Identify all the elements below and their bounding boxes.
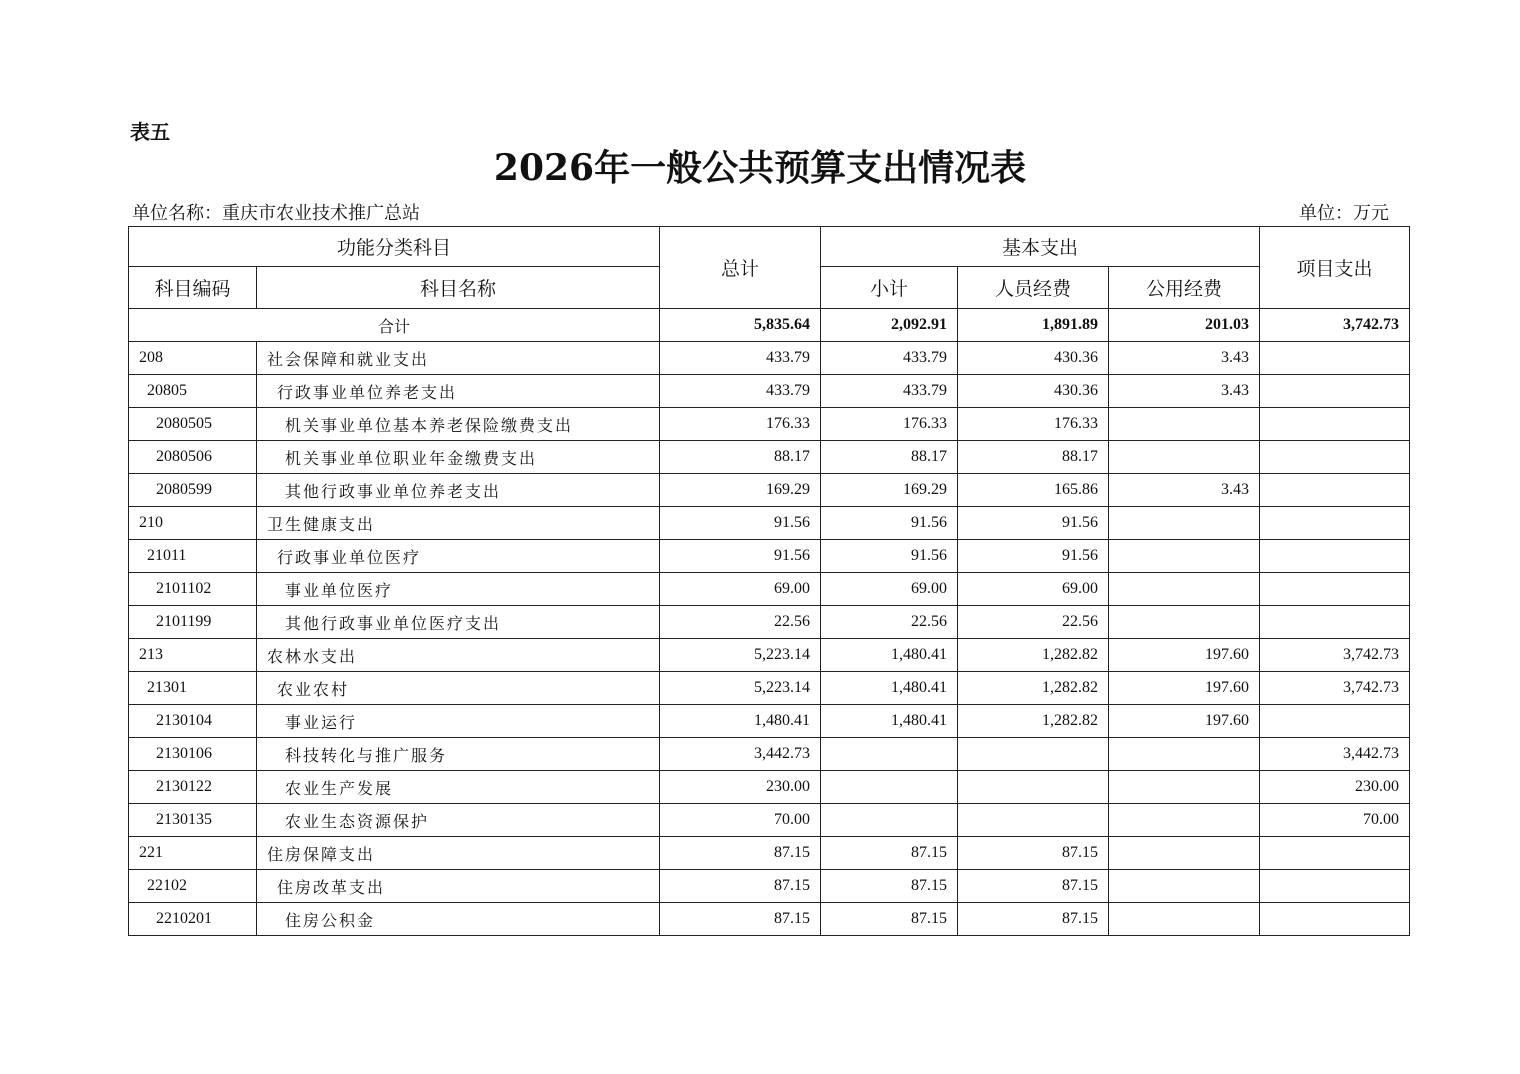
cell-code: 2080599 xyxy=(129,474,257,507)
cell-name: 农业生产发展 xyxy=(257,771,660,804)
cell-project: 3,442.73 xyxy=(1260,738,1410,771)
total-label: 合计 xyxy=(129,309,660,342)
cell-project: 3,742.73 xyxy=(1260,672,1410,705)
cell-personnel: 91.56 xyxy=(958,507,1109,540)
table-row xyxy=(129,573,1410,606)
cell-name: 行政事业单位医疗 xyxy=(257,540,660,573)
cell-name: 农业农村 xyxy=(257,672,660,705)
cell-total: 87.15 xyxy=(660,837,821,870)
cell-code: 2130104 xyxy=(129,705,257,738)
cell-code: 21301 xyxy=(129,672,257,705)
total-total: 5,835.64 xyxy=(660,309,821,342)
cell-personnel: 69.00 xyxy=(958,573,1109,606)
cell-public: 197.60 xyxy=(1109,672,1260,705)
cell-personnel: 165.86 xyxy=(958,474,1109,507)
table-row xyxy=(129,837,1410,870)
cell-subtotal: 91.56 xyxy=(821,540,958,573)
cell-project xyxy=(1260,903,1410,936)
table-row xyxy=(129,606,1410,639)
table-row xyxy=(129,771,1410,804)
cell-name: 事业单位医疗 xyxy=(257,573,660,606)
cell-project: 70.00 xyxy=(1260,804,1410,837)
cell-code: 2101199 xyxy=(129,606,257,639)
cell-public xyxy=(1109,606,1260,639)
cell-personnel: 22.56 xyxy=(958,606,1109,639)
cell-total: 70.00 xyxy=(660,804,821,837)
cell-total: 87.15 xyxy=(660,870,821,903)
header-personnel: 人员经费 xyxy=(958,267,1109,309)
cell-code: 2130122 xyxy=(129,771,257,804)
cell-total: 5,223.14 xyxy=(660,639,821,672)
cell-public: 3.43 xyxy=(1109,474,1260,507)
cell-name: 其他行政事业单位养老支出 xyxy=(257,474,660,507)
cell-total: 1,480.41 xyxy=(660,705,821,738)
cell-subtotal: 1,480.41 xyxy=(821,639,958,672)
header-basic: 基本支出 xyxy=(821,227,1260,267)
cell-public: 197.60 xyxy=(1109,705,1260,738)
cell-total: 88.17 xyxy=(660,441,821,474)
cell-code: 2130135 xyxy=(129,804,257,837)
table-row xyxy=(129,474,1410,507)
cell-personnel: 87.15 xyxy=(958,837,1109,870)
cell-project xyxy=(1260,606,1410,639)
cell-project xyxy=(1260,408,1410,441)
cell-project xyxy=(1260,870,1410,903)
cell-project xyxy=(1260,375,1410,408)
cell-name: 农林水支出 xyxy=(257,639,660,672)
cell-subtotal: 169.29 xyxy=(821,474,958,507)
cell-public xyxy=(1109,507,1260,540)
cell-code: 2210201 xyxy=(129,903,257,936)
cell-personnel: 87.15 xyxy=(958,870,1109,903)
cell-subtotal: 176.33 xyxy=(821,408,958,441)
cell-personnel: 430.36 xyxy=(958,375,1109,408)
total-personnel: 1,891.89 xyxy=(958,309,1109,342)
cell-total: 169.29 xyxy=(660,474,821,507)
cell-subtotal: 1,480.41 xyxy=(821,672,958,705)
budget-table xyxy=(128,226,1410,936)
cell-subtotal: 69.00 xyxy=(821,573,958,606)
cell-public xyxy=(1109,804,1260,837)
cell-personnel xyxy=(958,771,1109,804)
total-public: 201.03 xyxy=(1109,309,1260,342)
cell-project xyxy=(1260,573,1410,606)
cell-total: 433.79 xyxy=(660,375,821,408)
cell-personnel: 91.56 xyxy=(958,540,1109,573)
table-row xyxy=(129,540,1410,573)
table-row xyxy=(129,342,1410,375)
cell-personnel xyxy=(958,738,1109,771)
cell-subtotal: 22.56 xyxy=(821,606,958,639)
cell-total: 87.15 xyxy=(660,903,821,936)
cell-subtotal: 433.79 xyxy=(821,375,958,408)
cell-subtotal: 88.17 xyxy=(821,441,958,474)
header-project: 项目支出 xyxy=(1260,227,1410,309)
cell-subtotal: 87.15 xyxy=(821,903,958,936)
cell-name: 农业生态资源保护 xyxy=(257,804,660,837)
cell-name: 社会保障和就业支出 xyxy=(257,342,660,375)
unit-name: 单位名称：重庆市农业技术推广总站 xyxy=(132,203,420,224)
cell-personnel xyxy=(958,804,1109,837)
cell-public xyxy=(1109,540,1260,573)
table-row xyxy=(129,639,1410,672)
cell-code: 2101102 xyxy=(129,573,257,606)
cell-name: 事业运行 xyxy=(257,705,660,738)
header-subtotal: 小计 xyxy=(821,267,958,309)
cell-name: 其他行政事业单位医疗支出 xyxy=(257,606,660,639)
cell-public: 197.60 xyxy=(1109,639,1260,672)
cell-personnel: 87.15 xyxy=(958,903,1109,936)
table-row xyxy=(129,672,1410,705)
cell-public xyxy=(1109,837,1260,870)
cell-code: 210 xyxy=(129,507,257,540)
table-row xyxy=(129,738,1410,771)
table-row xyxy=(129,375,1410,408)
total-subtotal: 2,092.91 xyxy=(821,309,958,342)
cell-personnel: 1,282.82 xyxy=(958,672,1109,705)
cell-name: 住房公积金 xyxy=(257,903,660,936)
cell-total: 91.56 xyxy=(660,507,821,540)
cell-public xyxy=(1109,738,1260,771)
cell-code: 208 xyxy=(129,342,257,375)
cell-personnel: 88.17 xyxy=(958,441,1109,474)
unit-label: 单位：万元 xyxy=(1299,203,1389,224)
cell-name: 机关事业单位基本养老保险缴费支出 xyxy=(257,408,660,441)
page-title: 2026年一般公共预算支出情况表 xyxy=(493,147,1027,189)
cell-name: 卫生健康支出 xyxy=(257,507,660,540)
cell-subtotal: 433.79 xyxy=(821,342,958,375)
cell-public: 3.43 xyxy=(1109,342,1260,375)
cell-public xyxy=(1109,870,1260,903)
header-func-class: 功能分类科目 xyxy=(129,227,660,267)
cell-public xyxy=(1109,771,1260,804)
table-row xyxy=(129,441,1410,474)
cell-total: 91.56 xyxy=(660,540,821,573)
table-row xyxy=(129,804,1410,837)
cell-public xyxy=(1109,903,1260,936)
total-row xyxy=(129,309,1410,342)
table-row xyxy=(129,507,1410,540)
cell-personnel: 176.33 xyxy=(958,408,1109,441)
cell-code: 21011 xyxy=(129,540,257,573)
cell-total: 69.00 xyxy=(660,573,821,606)
cell-subtotal: 1,480.41 xyxy=(821,705,958,738)
cell-project: 3,742.73 xyxy=(1260,639,1410,672)
cell-code: 213 xyxy=(129,639,257,672)
header-public: 公用经费 xyxy=(1109,267,1260,309)
cell-public xyxy=(1109,441,1260,474)
cell-code: 20805 xyxy=(129,375,257,408)
table-row xyxy=(129,408,1410,441)
cell-project xyxy=(1260,342,1410,375)
cell-total: 3,442.73 xyxy=(660,738,821,771)
cell-subtotal xyxy=(821,804,958,837)
cell-name: 住房改革支出 xyxy=(257,870,660,903)
cell-project xyxy=(1260,441,1410,474)
cell-name: 住房保障支出 xyxy=(257,837,660,870)
total-project: 3,742.73 xyxy=(1260,309,1410,342)
cell-project xyxy=(1260,540,1410,573)
cell-code: 221 xyxy=(129,837,257,870)
header-code: 科目编码 xyxy=(129,267,257,309)
cell-code: 2080506 xyxy=(129,441,257,474)
table-row xyxy=(129,870,1410,903)
cell-subtotal: 87.15 xyxy=(821,870,958,903)
cell-name: 科技转化与推广服务 xyxy=(257,738,660,771)
header-total: 总计 xyxy=(660,227,821,309)
cell-project xyxy=(1260,705,1410,738)
cell-project xyxy=(1260,474,1410,507)
cell-name: 机关事业单位职业年金缴费支出 xyxy=(257,441,660,474)
cell-subtotal: 87.15 xyxy=(821,837,958,870)
cell-personnel: 1,282.82 xyxy=(958,705,1109,738)
cell-code: 2130106 xyxy=(129,738,257,771)
table-row xyxy=(129,903,1410,936)
cell-project xyxy=(1260,507,1410,540)
table-row xyxy=(129,705,1410,738)
cell-total: 5,223.14 xyxy=(660,672,821,705)
header-name: 科目名称 xyxy=(257,267,660,309)
cell-personnel: 430.36 xyxy=(958,342,1109,375)
cell-total: 433.79 xyxy=(660,342,821,375)
cell-subtotal: 91.56 xyxy=(821,507,958,540)
cell-total: 176.33 xyxy=(660,408,821,441)
cell-total: 22.56 xyxy=(660,606,821,639)
cell-name: 行政事业单位养老支出 xyxy=(257,375,660,408)
cell-project: 230.00 xyxy=(1260,771,1410,804)
cell-subtotal xyxy=(821,771,958,804)
cell-code: 22102 xyxy=(129,870,257,903)
cell-code: 2080505 xyxy=(129,408,257,441)
table-label: 表五 xyxy=(130,120,170,144)
cell-project xyxy=(1260,837,1410,870)
cell-public: 3.43 xyxy=(1109,375,1260,408)
cell-total: 230.00 xyxy=(660,771,821,804)
cell-public xyxy=(1109,573,1260,606)
cell-public xyxy=(1109,408,1260,441)
cell-subtotal xyxy=(821,738,958,771)
cell-personnel: 1,282.82 xyxy=(958,639,1109,672)
